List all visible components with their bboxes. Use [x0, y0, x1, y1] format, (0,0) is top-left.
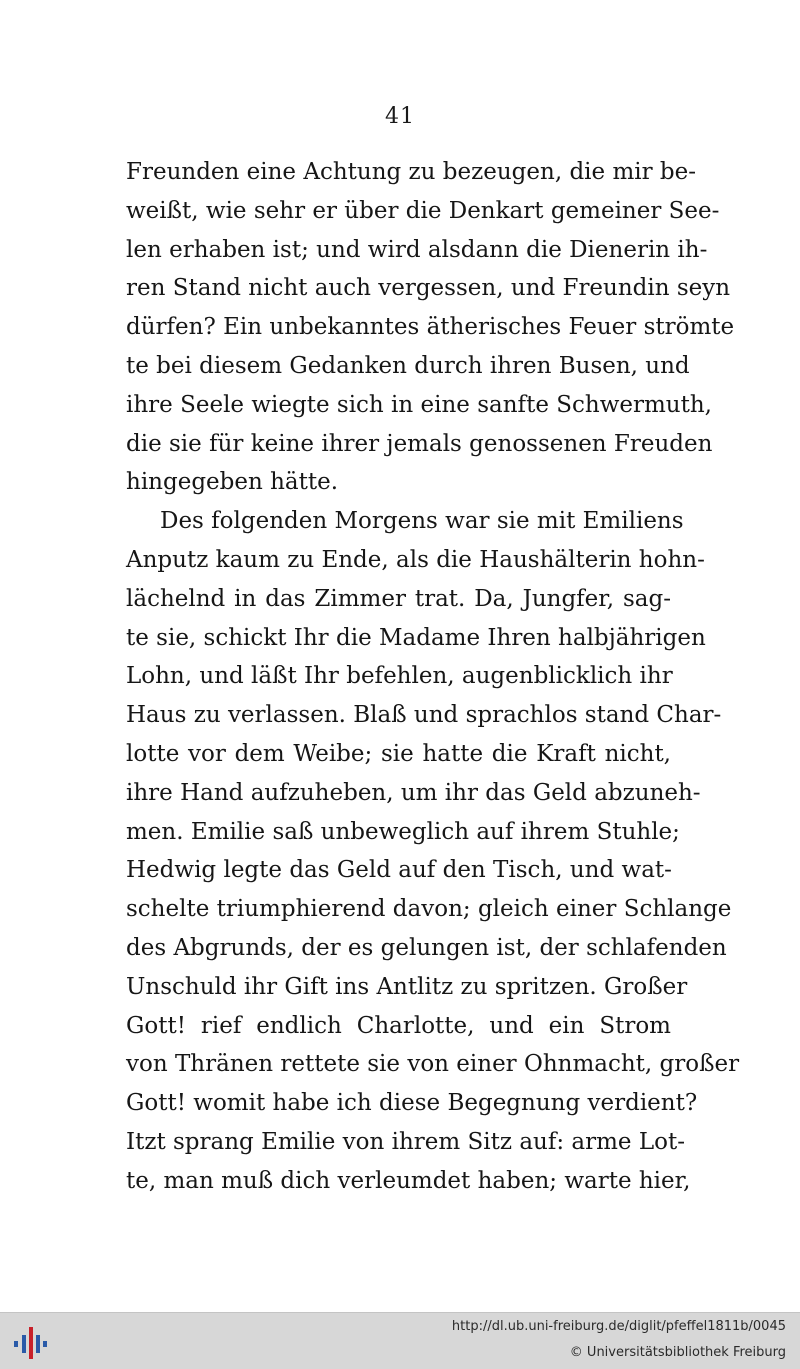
text-line: lächelnd in das Zimmer trat. Da, Jungfer, sag- — [126, 585, 671, 612]
text-line: men. Emilie saß unbeweglich auf ihrem Stuhle; — [126, 818, 680, 845]
text-line: Lohn, und läßt Ihr befehlen, augenblicklich ihr — [126, 663, 673, 690]
text-line: Freunden eine Achtung zu bezeugen, die mir be- — [126, 159, 697, 185]
text-line: Gott! womit habe ich diese Begegnung verdient? — [126, 1090, 698, 1117]
text-line: Gott! rief endlich Charlotte, und ein Strom — [126, 1012, 671, 1039]
copyright-notice: © Universitätsbibliothek Freiburg — [569, 1345, 786, 1360]
text-line: Itzt sprang Emilie von ihrem Sitz auf: arme Lot- — [126, 1128, 685, 1155]
text-line: te, man muß dich verleumdet haben; warte hier, — [126, 1167, 691, 1194]
text-line: ihre Seele wiegte sich in eine sanfte Schwermuth, — [126, 391, 712, 418]
text-line: weißt, wie sehr er über die Denkart gemeiner See- — [126, 197, 720, 224]
text-line: Haus zu verlassen. Blaß und sprachlos stand Char- — [126, 702, 722, 729]
text-line: ihre Hand aufzuheben, um ihr das Geld abzuneh- — [126, 779, 701, 806]
text-line: hingegeben hätte. — [126, 469, 339, 496]
ub-freiburg-logo-icon — [10, 1323, 50, 1363]
text-line: Hedwig legte das Geld auf den Tisch, und wat- — [126, 857, 672, 884]
viewer-footer — [0, 1312, 800, 1369]
page-number: 41 — [385, 104, 415, 129]
permalink-url[interactable]: http://dl.ub.uni-freiburg.de/diglit/pfeffel1811b/0045 — [451, 1319, 786, 1334]
text-line: ren Stand nicht auch vergessen, und Freundin seyn — [126, 275, 731, 302]
text-line: len erhaben ist; und wird alsdann die Dienerin ih- — [126, 236, 708, 263]
text-line: von Thränen rettete sie von einer Ohnmacht, großer — [126, 1051, 740, 1078]
text-line: lotte vor dem Weibe; sie hatte die Kraft nicht, — [126, 740, 671, 767]
text-line: die sie für keine ihrer jemals genossenen Freuden — [126, 430, 713, 457]
text-line: te bei diesem Gedanken durch ihren Busen, und — [126, 352, 690, 379]
text-line: schelte triumphierend davon; gleich einer Schlange — [126, 896, 732, 923]
text-line: Anputz kaum zu Ende, als die Haushälterin hohn- — [126, 546, 705, 573]
text-line: dürfen? Ein unbekanntes ätherisches Feuer strömte — [126, 314, 735, 341]
paragraph-start-line: Des folgenden Morgens war sie mit Emiliens — [160, 508, 684, 535]
text-line: des Abgrunds, der es gelungen ist, der schlafenden — [126, 934, 727, 961]
text-line: te sie, schickt Ihr die Madame Ihren halbjährigen — [126, 624, 706, 651]
text-line: Unschuld ihr Gift ins Antlitz zu spritzen. Großer — [126, 973, 688, 1000]
text-body — [126, 153, 740, 1201]
